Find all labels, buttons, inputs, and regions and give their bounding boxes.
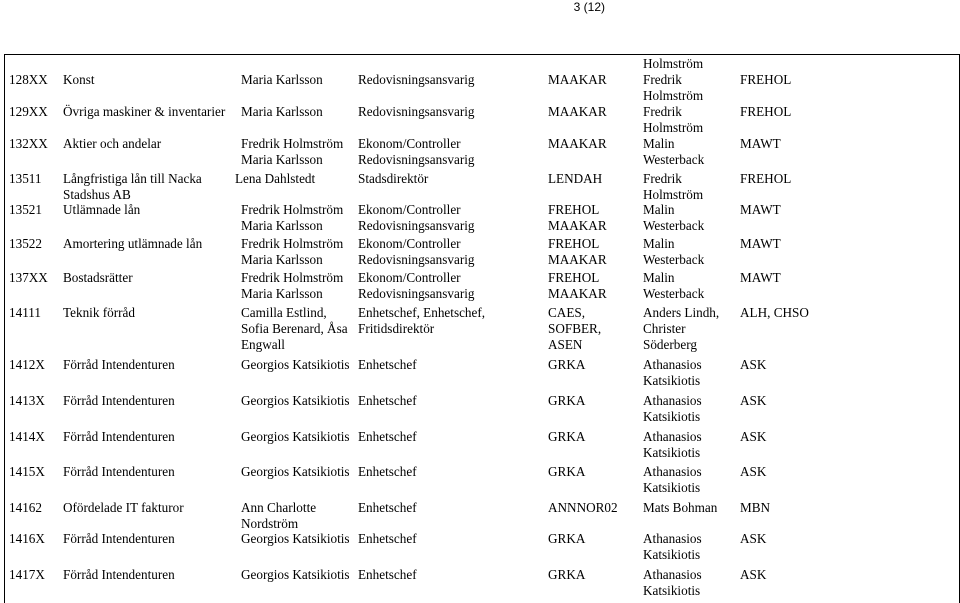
signature-code: ASK [740, 567, 767, 582]
row-id: 13521 [9, 202, 42, 217]
user-code: GRKA [548, 357, 586, 372]
user-code: GRKA [548, 464, 586, 479]
row-id: 13511 [9, 171, 42, 186]
role: Enhetschef [358, 500, 417, 515]
user-code: FREHOL MAAKAR [548, 202, 607, 233]
attestant: Athanasios Katsikiotis [643, 531, 702, 562]
account-name: Ofördelade IT fakturor [63, 500, 184, 515]
attestant: Athanasios Katsikiotis [643, 357, 702, 388]
responsibility-table [4, 54, 960, 603]
account-name: Förråd Intendenturen [63, 464, 175, 479]
user-code: ANNNOR02 [548, 500, 618, 515]
role: Enhetschef [358, 429, 417, 444]
signature-code: ASK [740, 393, 767, 408]
row-id: 1414X [9, 429, 45, 444]
role: Enhetschef, Enhetschef, Fritidsdirektör [358, 305, 486, 336]
responsible-person: Fredrik Holmström Maria Karlsson [241, 136, 344, 167]
account-name: Förråd Intendenturen [63, 429, 175, 444]
signature-code: ASK [740, 531, 767, 546]
row-id: 1416X [9, 531, 45, 546]
account-name: Utlämnade lån [63, 202, 141, 217]
account-name: Konst [63, 72, 95, 87]
account-name: Förråd Intendenturen [63, 393, 175, 408]
responsible-person: Fredrik Holmström Maria Karlsson [241, 202, 344, 233]
attestant: Malin Westerback [643, 236, 705, 267]
attestant: Anders Lindh, Christer Söderberg [643, 305, 720, 352]
user-code: CAES, SOFBER, ASEN [548, 305, 602, 352]
role: Enhetschef [358, 393, 417, 408]
user-code: MAAKAR [548, 72, 607, 87]
signature-code: MBN [740, 500, 771, 515]
account-name: Förråd Intendenturen [63, 531, 175, 546]
signature-code: FREHOL [740, 72, 792, 87]
role: Enhetschef [358, 531, 417, 546]
role: Ekonom/Controller Redovisningsansvarig [358, 270, 475, 301]
row-id: 1413X [9, 393, 45, 408]
user-code: GRKA [548, 567, 586, 582]
role: Enhetschef [358, 357, 417, 372]
role: Redovisningsansvarig [358, 72, 475, 87]
account-name: Aktier och andelar [63, 136, 162, 151]
attestant: Athanasios Katsikiotis [643, 393, 702, 424]
attestant: Fredrik Holmström [643, 171, 704, 202]
attestant: Malin Westerback [643, 270, 705, 301]
row-id: 14111 [9, 305, 41, 320]
responsible-person: Georgios Katsikiotis [241, 393, 350, 408]
responsible-person: Maria Karlsson [241, 104, 323, 119]
row-id: 14162 [9, 500, 42, 515]
responsible-person: Camilla Estlind, Sofia Berenard, Åsa Engwall [241, 305, 348, 352]
signature-code: ASK [740, 357, 767, 372]
account-name: Amortering utlämnade lån [63, 236, 203, 251]
responsible-person: Georgios Katsikiotis [241, 531, 350, 546]
row-id: 13522 [9, 236, 42, 251]
account-name: Långfristiga lån till Nacka Stadshus AB [63, 171, 202, 202]
role: Ekonom/Controller Redovisningsansvarig [358, 136, 475, 167]
signature-code: ASK [740, 429, 767, 444]
responsible-person: Georgios Katsikiotis [241, 357, 350, 372]
attestant: Fredrik Holmström [643, 104, 704, 135]
attestant: Malin Westerback [643, 136, 705, 167]
signature-code: FREHOL [740, 104, 792, 119]
signature-code: ALH, CHSO [740, 305, 809, 320]
signature-code: ASK [740, 464, 767, 479]
role: Enhetschef [358, 567, 417, 582]
attestant: Athanasios Katsikiotis [643, 429, 702, 460]
signature-code: MAWT [740, 136, 781, 151]
user-code: GRKA [548, 429, 586, 444]
attestant: Mats Bohman [643, 500, 718, 515]
responsible-person: Georgios Katsikiotis [241, 429, 350, 444]
signature-code: MAWT [740, 236, 781, 251]
row-id: 137XX [9, 270, 48, 285]
row-id: 132XX [9, 136, 48, 151]
row-id: 1412X [9, 357, 45, 372]
signature-code: MAWT [740, 270, 781, 285]
responsible-person: Fredrik Holmström Maria Karlsson [241, 236, 344, 267]
responsible-person: Lena Dahlstedt [235, 171, 316, 186]
role: Ekonom/Controller Redovisningsansvarig [358, 202, 475, 233]
responsible-person: Maria Karlsson [241, 72, 323, 87]
row-id: 1417X [9, 567, 45, 582]
role: Enhetschef [358, 464, 417, 479]
account-name: Förråd Intendenturen [63, 567, 175, 582]
attestant: Malin Westerback [643, 202, 705, 233]
role: Redovisningsansvarig [358, 104, 475, 119]
user-code: LENDAH [548, 171, 603, 186]
attestant: Athanasios Katsikiotis [643, 567, 702, 598]
user-code: GRKA [548, 531, 586, 546]
account-name: Övriga maskiner & inventarier [63, 104, 226, 119]
account-name: Bostadsrätter [63, 270, 133, 285]
role: Stadsdirektör [358, 171, 429, 186]
account-name: Förråd Intendenturen [63, 357, 175, 372]
user-code: FREHOL MAAKAR [548, 270, 607, 301]
attestant: Athanasios Katsikiotis [643, 464, 702, 495]
row-id: 129XX [9, 104, 48, 119]
row-id: 128XX [9, 72, 48, 87]
page-number: 3 (12) [573, 0, 605, 14]
signature-code: MAWT [740, 202, 781, 217]
top-fragment: Holmström [643, 56, 704, 71]
user-code: GRKA [548, 393, 586, 408]
attestant: Fredrik Holmström [643, 72, 704, 103]
user-code: MAAKAR [548, 104, 607, 119]
signature-code: FREHOL [740, 171, 792, 186]
responsible-person: Georgios Katsikiotis [241, 567, 350, 582]
user-code: MAAKAR [548, 136, 607, 151]
row-id: 1415X [9, 464, 45, 479]
role: Ekonom/Controller Redovisningsansvarig [358, 236, 475, 267]
account-name: Teknik förråd [63, 305, 135, 320]
user-code: FREHOL MAAKAR [548, 236, 607, 267]
responsible-person: Georgios Katsikiotis [241, 464, 350, 479]
responsible-person: Fredrik Holmström Maria Karlsson [241, 270, 344, 301]
responsible-person: Ann Charlotte Nordström [241, 500, 317, 531]
